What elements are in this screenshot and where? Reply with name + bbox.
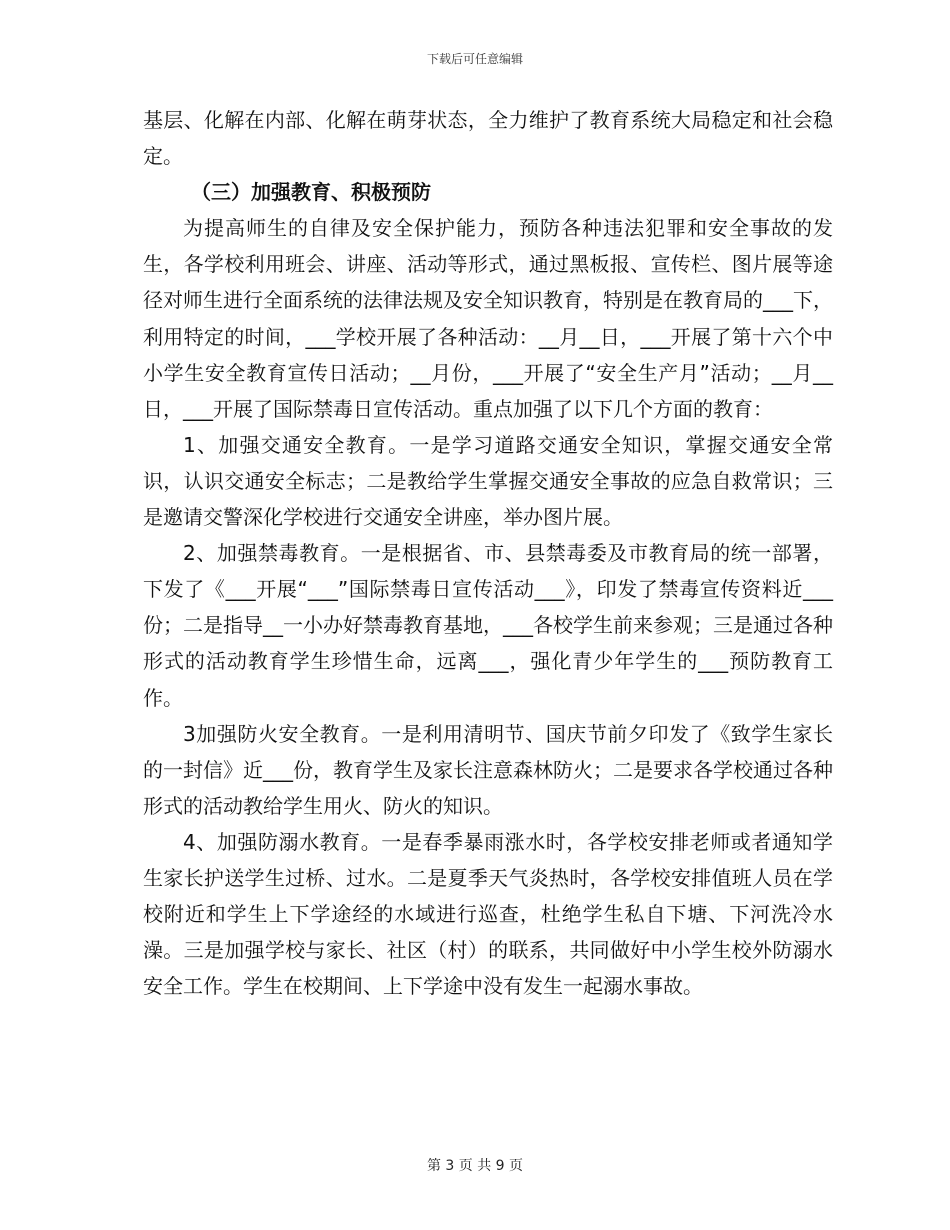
paragraph-intro: 为提高师生的自律及安全保护能力，预防各种违法犯罪和安全事故的发生，各学校利用班会、讲座、活动等形式，通过黑板报、宣传栏、图片展等途径对师生进行全面系统的法律法规及安全知识教育，特别是在教育局的___下，利用特定的时间，___学校开展了各种活动：__月__日，___开展了第十六个中小学生安全教育宣传日活动；__月份，___开展了“安全生产月”活动；__月__日，___开展了国际禁毒日宣传活动。重点加强了以下几个方面的教育： [143, 216, 833, 421]
paragraph-fire-safety: 3加强防火安全教育。一是利用清明节、国庆节前夕印发了《致学生家长的一封信》近___份，教育学生及家长注意森林防火；二是要求各学校通过各种形式的活动教给学生用火、防火的知识。 [143, 721, 833, 818]
body-text [143, 102, 833, 1004]
paragraph-continuation: 基层、化解在内部、化解在萌芽状态，全力维护了教育系统大局稳定和社会稳定。 [143, 108, 833, 169]
page-header: 下载后可任意编辑 [426, 52, 523, 66]
paragraph-traffic-safety: 1、加强交通安全教育。一是学习道路交通安全知识，掌握交通安全常识，认识交通安全标志；二是教给学生掌握交通安全事故的应急自救常识；三是邀请交警深化学校进行交通安全讲座，举办图片展。 [143, 432, 833, 530]
paragraph-drowning-prevention: 4、加强防溺水教育。一是春季暴雨涨水时，各学校安排老师或者通知学生家长护送学生过桥、过水。二是夏季天气炎热时，各学校安排值班人员在学校附近和学生上下学途经的水域进行巡查，杜绝学生私自下塘、下河洗冷水澡。三是加强学校与家长、社区（村）的联系，共同做好中小学生校外防溺水安全工作。学生在校期间、上下学途中没有发生一起溺水事故。 [143, 829, 833, 999]
page-footer: 第 3 页 共 9 页 [426, 1158, 524, 1174]
paragraph-drug-prevention: 2、加强禁毒教育。一是根据省、市、县禁毒委及市教育局的统一部署，下发了《___开展“___”国际禁毒日宣传活动___》，印发了禁毒宣传资料近___份；二是指导__一小办好禁毒教育基地，___各校学生前来参观；三是通过各种形式的活动教育学生珍惜生命，远离___，强化青少年学生的___预防教育工作。 [143, 541, 833, 710]
section-heading: （三）加强教育、积极预防 [191, 180, 431, 205]
